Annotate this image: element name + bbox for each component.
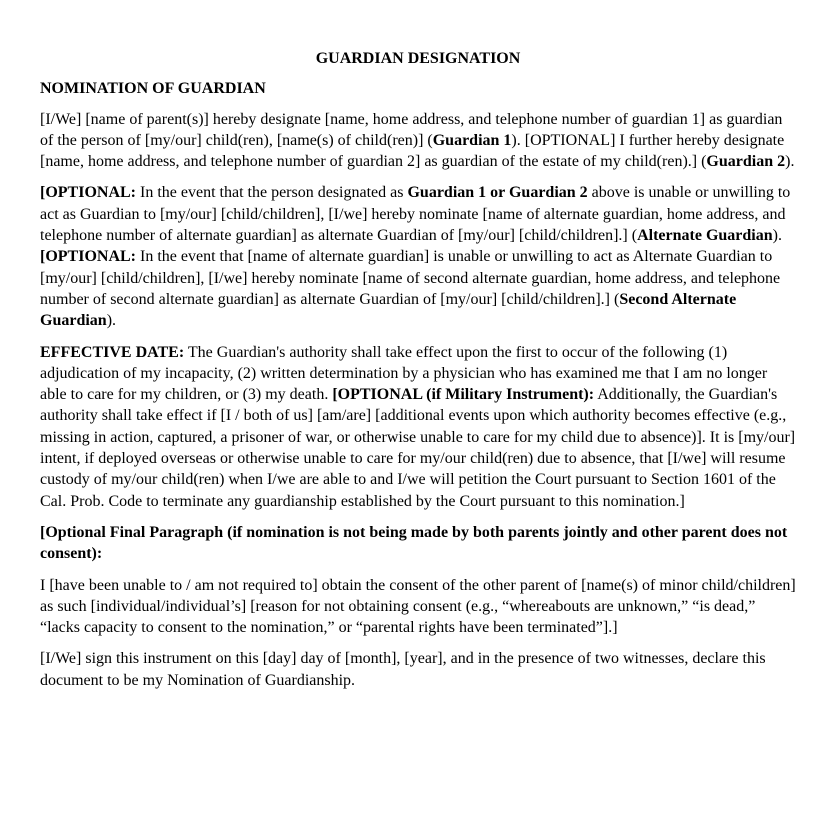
document-content bbox=[40, 48, 796, 691]
effective-date-paragraph: EFFECTIVE DATE: The Guardian's authority shall take effect upon the first to occur of the following (1) adjudication of my incapacity, (2) written determination by a physician who has examined me that I am no longer able to care for my children, or (3) my death. [OPTIONAL (if Military Instrument): Additionally, the Guardian's authority shall take effect if [I / both of us] [am/are] [additional events upon which authority becomes effective (e.g., missing in action, captured, a prisoner of war, or otherwise unable to care for my child due to absence)]. It is [my/our] intent, if deployed overseas or otherwise unable to care for my/our child(ren) due to absence, that [I/we] will resume custody of my/our child(ren) when I/we are able to and I/we will petition the Court pursuant to Section 1601 of the Cal. Prob. Code to terminate any guardianship established by the Court pursuant to this nomination.] bbox=[40, 343, 796, 510]
designation-paragraph: [I/We] [name of parent(s)] hereby designate [name, home address, and telephone number of guardian 1] as guardian of the person of [my/our] child(ren), [name(s) of child(ren)] (Guardian 1). [OPTIONAL] I further hereby designate [name, home address, and telephone number of guardian 2] as guardian of the estate of my child(ren).] (Guardian 2). bbox=[40, 110, 795, 171]
alternate-guardian-paragraph: [OPTIONAL: In the event that the person designated as Guardian 1 or Guardian 2 above is unable or unwilling to act as Guardian to [my/our] [child/children], [I/we] hereby nominate [name of alternate guardian, home address, and telephone number of alternate guardian] as alternate Guardian of [my/our] [child/children].] (Alternate Guardian). [OPTIONAL: In the event that [name of alternate guardian] is unable or unwilling to act as Alternate Guardian to [my/our] [child/children], [I/we] hereby nominate [name of second alternate guardian, home address, and telephone number of second alternate guardian] as alternate Guardian of [my/our] [child/children].] (Second Alternate Guardian). bbox=[40, 184, 791, 330]
consent-paragraph: I [have been unable to / am not required to] obtain the consent of the other parent of [name(s) of minor child/children] as such [individual/individual’s] [reason for not obtaining consent (e.g., “whereabouts are unknown,” “is dead,” “lacks capacity to consent to the nomination,” or “parental rights have been terminated”].] bbox=[40, 576, 796, 637]
document-title: GUARDIAN DESIGNATION bbox=[315, 50, 521, 67]
section-heading-nomination-of-guardian: NOMINATION OF GUARDIAN bbox=[40, 80, 266, 98]
signature-paragraph: [I/We] sign this instrument on this [day] day of [month], [year], and in the presence of two witnesses, declare this document to be my Nomination of Guardianship. bbox=[40, 650, 766, 689]
optional-final-paragraph-heading: [Optional Final Paragraph (if nomination is not being made by both parents jointly and other parent does not consent): bbox=[40, 523, 788, 563]
